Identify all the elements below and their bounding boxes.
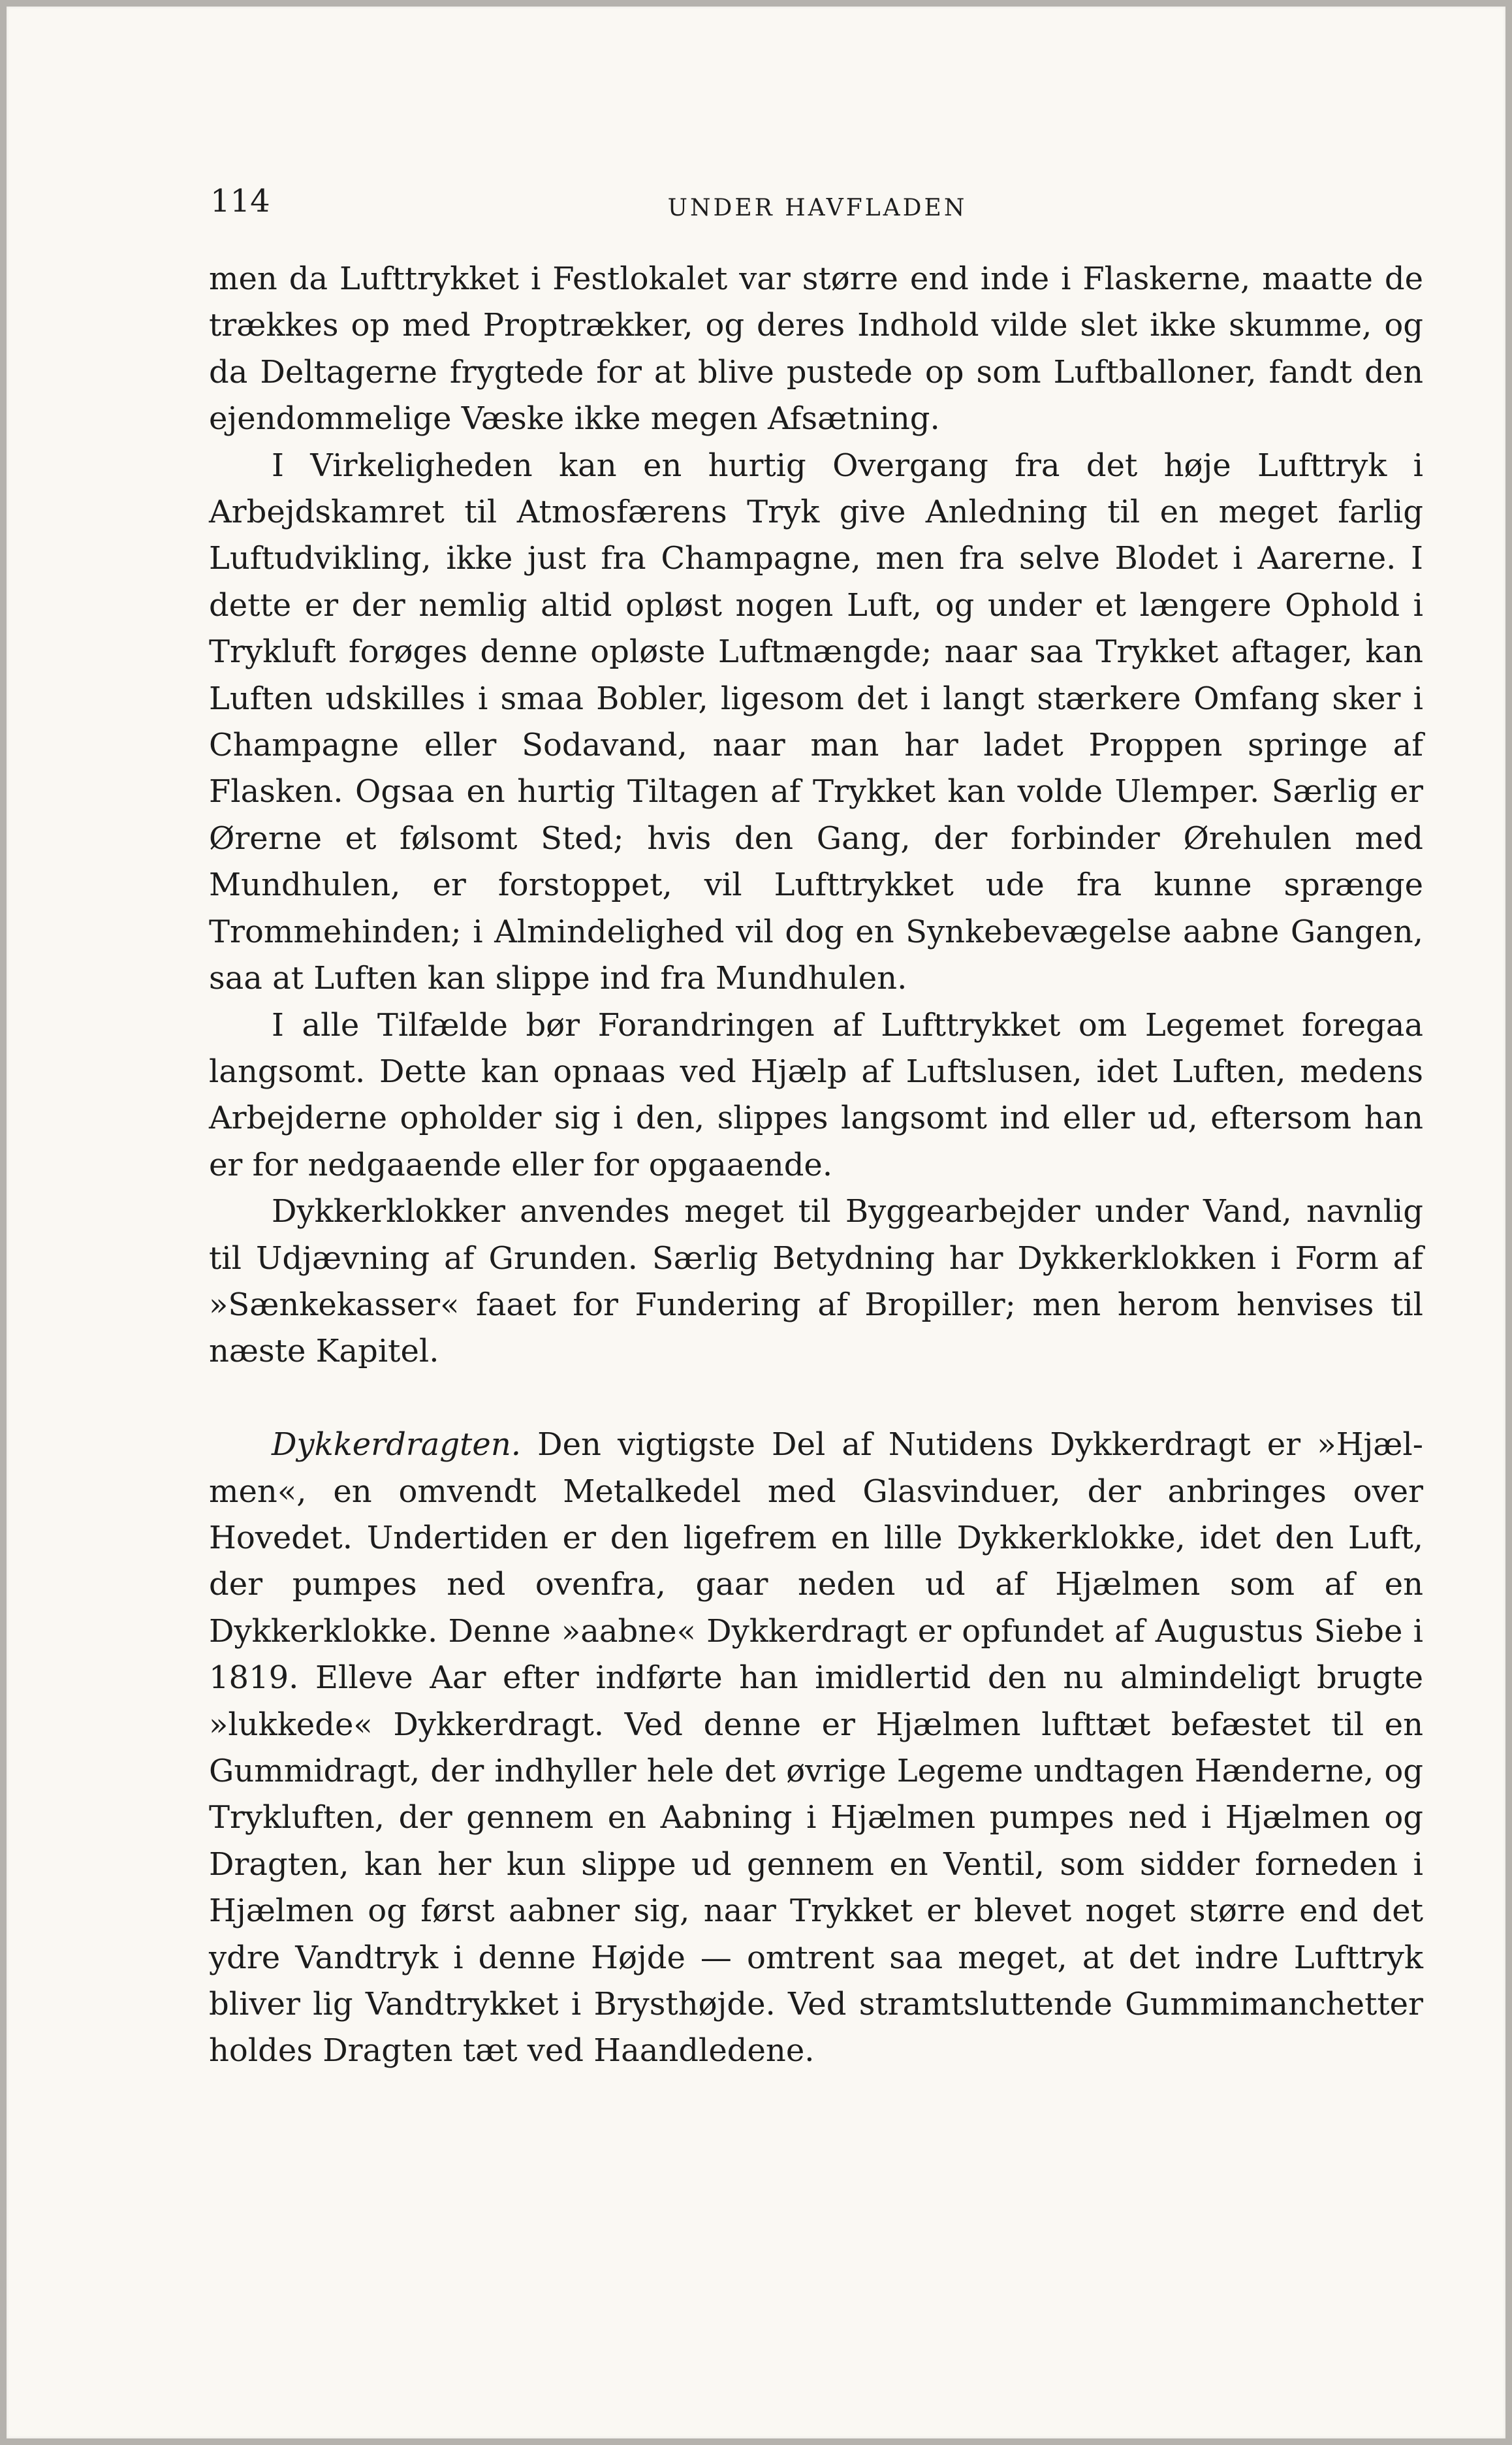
running-head: UNDER HAVFLADEN <box>667 195 968 221</box>
section-text: Den vigtigste Del af Nutidens Dykkerdragt er »Hjælmen«, en omvendt Metalkedel med Glasvinduer, der anbringes over Hovedet. Undertiden er den ligefrem en lille Dykkerklokke, idet den Luft, der pumpes ned ovenfra, gaar neden ud af Hjælmen som af en Dykkerklokke. Denne »aabne« Dykkerdragt er opfundet af Augustus Siebe i 1819. Elleve Aar efter indførte han imidlertid den nu almindeligt brugte »lukkede« Dykkerdragt. Ved denne er Hjælmen lufttæt befæstet til en Gummidragt, der indhyller hele det øvrige Legeme undtagen Hænderne, og Trykluften, der gennem en Aabning i Hjælmen pumpes ned i Hjælmen og Dragten, kan her kun slippe ud gennem en Ventil, som sidder forneden i Hjælmen og først aabner sig, naar Trykket er blevet noget større end det ydre Vandtryk i denne Højde — omtrent saa meget, at det indre Lufttryk bliver lig Vandtrykket i Brysthøjde. Ved stramtsluttende Gummimanchetter holdes Dragten tæt ved Haandledene. <box>209 1426 1423 2069</box>
body-text <box>209 256 1423 2075</box>
section-break <box>209 1375 1423 1422</box>
paragraph-3: I alle Tilfælde bør Forandringen af Lufttrykket om Legemet foregaa langsomt. Dette kan opnaas ved Hjælp af Luftslusen, idet Luften, medens Arbejderne opholder sig i den, slippes langsomt ind eller ud, eftersom han er for nedgaaende eller for opgaaende. <box>209 1006 1423 1183</box>
paragraph-2: I Virkeligheden kan en hurtig Overgang fra det høje Lufttryk i Arbejdskamret til Atmosfærens Tryk give Anledning til en meget farlig Luftudvikling, ikke just fra Champagne, men fra selve Blodet i Aarerne. I dette er der nemlig altid opløst nogen Luft, og under et længere Ophold i Trykluft forøges denne opløste Luftmængde; naar saa Trykket aftager, kan Luften udskilles i smaa Bobler, ligesom det i langt stærkere Omfang sker i Champagne eller Sodavand, naar man har ladet Proppen springe af Flasken. Ogsaa en hurtig Tiltagen af Trykket kan volde Ulemper. Særlig er Ørerne et følsomt Sted; hvis den Gang, der forbinder Ørehulen med Mundhulen, er forstoppet, vil Lufttrykket ude fra kunne sprænge Trommehinden; i Almindelighed vil dog en Synkebevægelse aabne Gangen, saa at Luften kan slippe ind fra Mundhulen. <box>209 447 1423 997</box>
paragraph-4: Dykkerklokker anvendes meget til Byggearbejder under Vand, navnlig til Udjævning af Grunden. Særlig Betydning har Dykkerklokken i Form af »Sænkekasser« faaet for Fundering af Bropiller; men herom henvises til næste Kapitel. <box>209 1193 1423 1370</box>
paragraph-1: men da Lufttrykket i Festlokalet var større end inde i Flaskerne, maatte de trækkes op med Proptrækker, og deres Indhold vilde slet ikke skumme, og da Deltagerne frygtede for at blive pustede op som Luftballoner, fandt den ejendommelige Væske ikke megen Afsætning. <box>209 261 1423 438</box>
section-title: Dykkerdragten. <box>272 1426 522 1463</box>
section-paragraph <box>209 1422 1423 2075</box>
page-number: 114 <box>210 183 270 219</box>
page-header <box>210 183 1425 235</box>
